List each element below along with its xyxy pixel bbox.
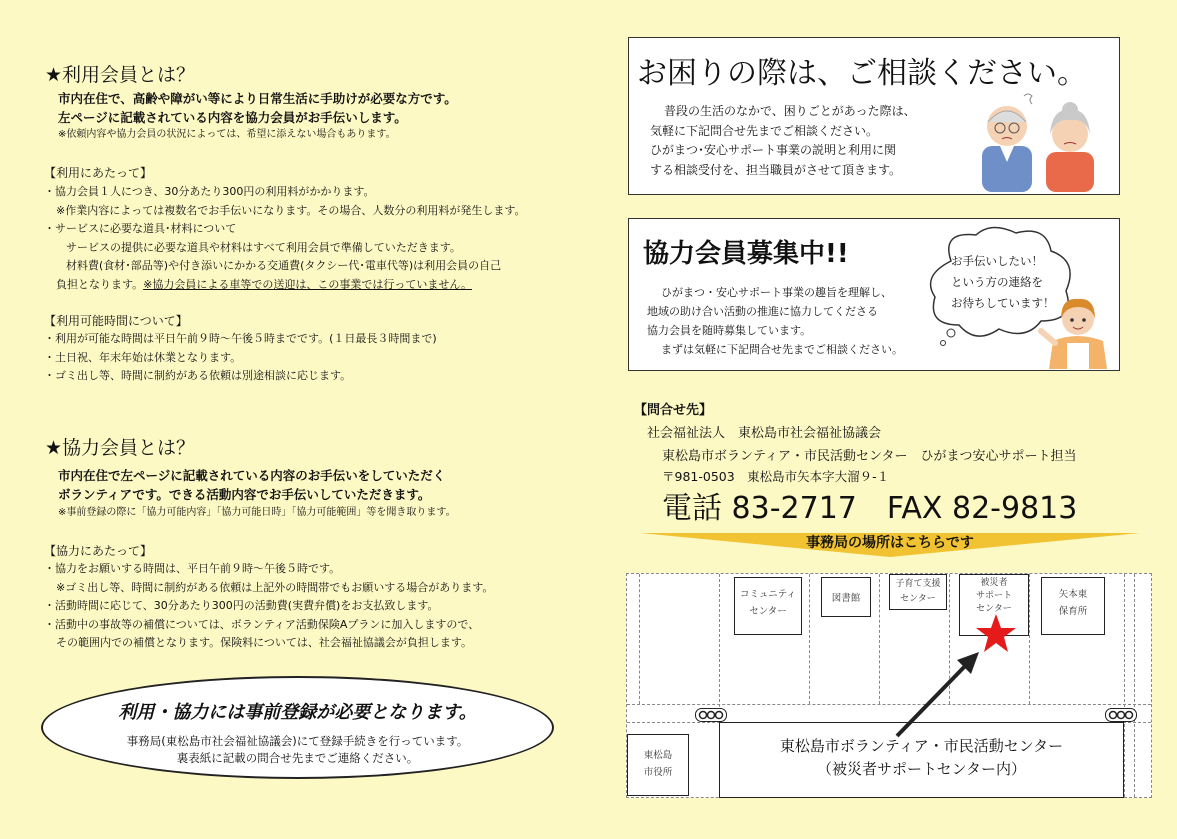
consult-line: ひがまつ･安心サポート事業の説明と利用に関	[650, 143, 897, 157]
recruit-line: 地域の助け合い活動の推進に協力してくださる	[647, 305, 878, 318]
building-label: センター	[749, 606, 787, 617]
building-label: 市役所	[643, 767, 673, 778]
elderly-couple-illustration	[974, 90, 1109, 194]
community-center-building	[734, 577, 802, 635]
intro-line: 市内在住で左ページに記載されている内容のお手伝いをしていただく	[58, 468, 446, 483]
building-label: 東松島	[643, 750, 673, 761]
contact-center: 東松島市ボランティア・市民活動センター ひがまつ安心サポート担当	[662, 449, 1077, 464]
recruit-line: ひがまつ・安心サポート事業の趣旨を理解し、	[661, 286, 892, 299]
building-label: コミュニティ	[739, 589, 797, 600]
helper-member-heading: ★協力会員とは？	[45, 437, 196, 459]
cooperate-title: 【協力にあたって】	[44, 544, 153, 558]
intro-line: ボランティアです。できる活動内容でお手伝いしていただきます。	[58, 487, 431, 502]
cooperate-line: ・活動時間に応じて、30分あたり300円の活動費(実費弁償)をお支払致します。	[44, 599, 439, 612]
cooperate-line: ※ゴミ出し等、時間に制約がある依頼は上記外の時間帯でもお願いする場合があります。	[56, 580, 494, 594]
registration-title: 利用・協力には事前登録が必要となります。	[118, 702, 477, 723]
helper-woman-illustration	[1037, 281, 1119, 369]
time-title: 【利用可能時間について】	[44, 314, 188, 328]
helper-member-intro	[58, 466, 445, 504]
cooperate-list	[44, 560, 493, 653]
time-line: ・利用が可能な時間は平日午前９時～午後５時までです。(１日最長３時間まで)	[44, 332, 437, 345]
registration-text	[43, 733, 552, 767]
usage-line: ・サービスに必要な道具･材料について	[44, 222, 237, 235]
time-line: ・土日祝、年末年始は休業となります。	[44, 350, 242, 364]
intro-line: 左ページに記載されている内容を協力会員がお手伝いします。	[58, 110, 407, 125]
contact-address: 〒981-0503 東松島市矢本字大溜９-１	[662, 469, 890, 484]
cooperate-line: その範囲内での補償となります。保険料については、社会福祉協議会が負担します。	[56, 636, 473, 649]
registration-oval	[41, 676, 554, 779]
cooperate-line: ・協力をお願いする時間は、平日午前９時～午後５時です。	[44, 562, 341, 575]
traffic-light-icon	[1105, 708, 1137, 722]
user-member-intro	[58, 89, 457, 127]
user-member-note: ※依頼内容や協力会員の状況によっては、希望に添えない場合もあります。	[58, 129, 396, 140]
usage-list	[44, 183, 525, 294]
recruit-text	[647, 283, 903, 359]
building-label: 矢本東	[1058, 589, 1088, 600]
star-marker-icon	[975, 612, 1017, 654]
time-list	[44, 330, 437, 386]
time-line: ・ゴミ出し等、時間に制約がある依頼は別途相談に応じます。	[44, 369, 352, 382]
user-member-heading: ★利用会員とは？	[45, 64, 196, 86]
consult-text	[650, 102, 916, 180]
recruit-line: まずは気軽に下記問合せ先までご相談ください。	[661, 343, 903, 356]
consult-line: 気軽に下記問合せ先までご相談ください。	[650, 123, 879, 138]
building-label: サポート	[975, 591, 1012, 601]
usage-line: ※作業内容によっては複数名でお手伝いになります。その場合、人数分の利用料が発生します。	[56, 203, 526, 217]
building-label: 保育所	[1058, 606, 1088, 617]
building-label: 東松島市ボランティア・市民活動センター	[779, 737, 1064, 755]
consult-line: 普段の生活のなかで、困りごとがあった際は、	[664, 104, 916, 118]
contact-title: 【問合せ先】	[634, 403, 713, 418]
recruit-title: 協力会員募集中!!	[643, 239, 849, 269]
recruit-box	[628, 218, 1120, 371]
location-banner: 事務局の場所はこちらです	[806, 535, 974, 551]
intro-line: 市内在住で、高齢や障がい等により日常生活に手助けが必要な方です。	[58, 91, 457, 106]
bubble-line: お手伝いしたい！	[951, 254, 1043, 268]
building-label: 図書館	[831, 593, 861, 604]
usage-title: 【利用にあたって】	[44, 166, 153, 180]
building-label: 被災者	[980, 578, 1008, 588]
building-label: 子育て支援	[895, 579, 941, 589]
bubble-line: という方の連絡を	[951, 275, 1043, 289]
building-label: センター	[900, 594, 936, 604]
usage-line: 材料費(食材･部品等)や付き添いにかかる交通費(タクシー代･電車代等)は利用会員の自己	[66, 259, 502, 272]
registration-line: 裏表紙に記載の問合せ先までご連絡ください。	[176, 751, 419, 765]
building-label: センター	[976, 604, 1012, 614]
contact-phone: 電話 83-2717 FAX 82-9813	[662, 491, 1078, 526]
consult-title: お困りの際は、ご相談ください。	[637, 56, 1087, 91]
usage-line: ・協力会員１人につき、30分あたり300円の利用料がかかります。	[44, 185, 375, 198]
usage-line: サービスの提供に必要な道具や材料はすべて利用会員で準備していただきます。	[66, 240, 461, 254]
registration-line: 事務局(東松島市社会福祉協議会)にて登録手続きを行っています。	[126, 734, 469, 748]
helper-member-note: ※事前登録の際に「協力可能内容」「協力可能日時」「協力可能範囲」等を聞き取ります。	[58, 507, 456, 518]
nursery-school-building	[1041, 577, 1105, 635]
traffic-light-icon	[695, 708, 727, 722]
usage-line	[44, 276, 525, 295]
bubble-line: お待ちしています！	[951, 296, 1055, 310]
contact-org: 社会福祉法人 東松島市社会福祉協議会	[647, 426, 882, 441]
usage-last-plain: 負担となります。	[56, 277, 144, 291]
childcare-center-building	[889, 574, 947, 610]
building-label: （被災者サポートセンター内）	[817, 760, 1026, 778]
recruit-line: 協力会員を随時募集しています。	[647, 324, 812, 337]
city-hall-building	[627, 734, 689, 796]
usage-last-underlined: ※協力会員による車等での送迎は、この事業では行っていません。	[143, 277, 472, 291]
cooperate-line: ・活動中の事故等の補償については、ボランティア活動保険Aプランに加入しますので、	[44, 617, 480, 631]
consult-line: する相談受付を、担当職員がさせて頂きます。	[650, 162, 902, 177]
location-map	[626, 573, 1152, 798]
library-building	[821, 577, 871, 617]
consult-box	[628, 37, 1120, 195]
